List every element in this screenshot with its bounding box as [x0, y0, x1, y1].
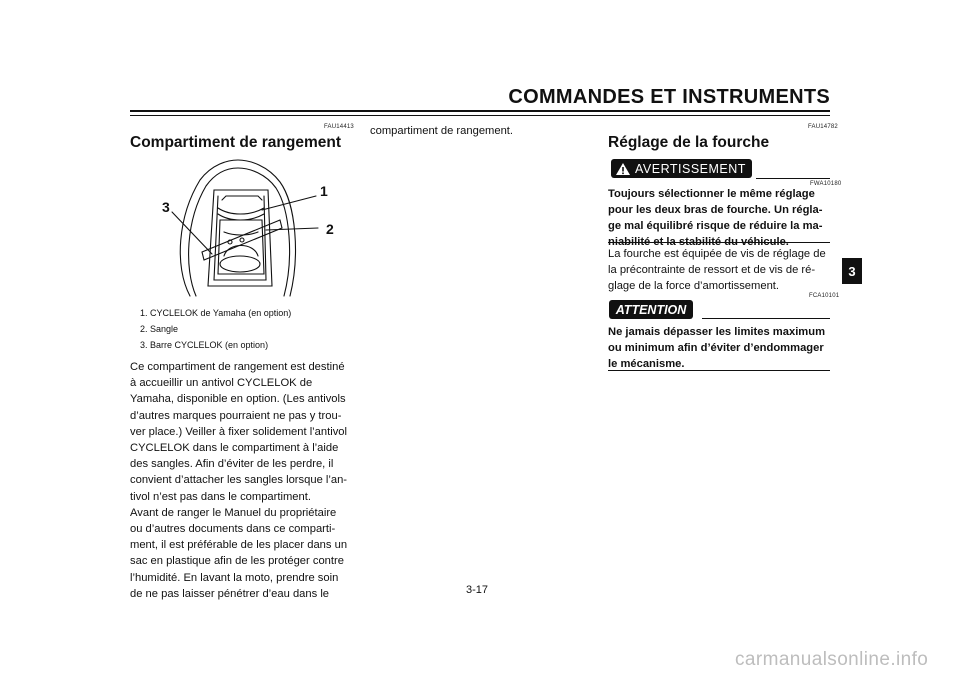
text-line: glage de la force d’amortissement.: [608, 280, 780, 293]
text-line: Ce compartiment de rangement est destiné: [130, 361, 345, 373]
section-title-storage: Compartiment de rangement: [130, 134, 342, 151]
continued-text: compartiment de rangement.: [370, 125, 514, 137]
storage-body-text: [130, 359, 352, 602]
legend-item: 2. Sangle: [140, 324, 179, 334]
text-line: de ne pas laisser pénétrer d’eau dans le: [130, 587, 330, 600]
page-number: 3-17: [466, 584, 489, 596]
text-line: l’humidité. En lavant la moto, prendre soin: [130, 571, 339, 584]
caution-end-rule: [608, 370, 830, 371]
warning-badge-rule: [756, 178, 830, 179]
storage-compartment-figure: [130, 156, 352, 302]
storage-illustration: [130, 156, 352, 302]
text-line: niabilité et la stabilité du véhicule.: [608, 236, 789, 248]
text-line: sac en plastique afin de les protéger contre: [130, 555, 344, 568]
text-line: des sangles. Afin d’éviter de les perdre, il: [130, 458, 334, 471]
fork-body-text: [608, 246, 830, 295]
text-line: d’autres marques pourraient ne pas y trou-: [130, 409, 342, 422]
warning-badge: [611, 159, 752, 178]
text-line: la précontrainte de ressort et de vis de ré-: [608, 264, 816, 277]
watermark: carmanualsonline.info: [735, 649, 929, 670]
text-line: Yamaha, disponible en option. (Les antivols: [130, 393, 346, 406]
warning-code: FWA10180: [810, 181, 842, 187]
text-line: Toujours sélectionner le même réglage: [608, 188, 815, 200]
figure-legend: [140, 305, 352, 353]
text-line: convient d’attacher les sangles lorsque l’an-: [130, 474, 348, 487]
text-line: ou minimum afin d’éviter d’endommager: [608, 342, 824, 354]
chapter-tab: 3: [842, 258, 862, 284]
caution-text: [608, 324, 830, 372]
callout-2: 2: [326, 221, 334, 237]
warning-badge-label: AVERTISSEMENT: [635, 161, 746, 176]
text-line: pour les deux bras de fourche. Un régla-: [608, 204, 823, 216]
callout-3: 3: [162, 199, 170, 215]
text-line: à accueillir un antivol CYCLELOK de: [130, 377, 313, 390]
text-line: tivol n’est pas dans le compartiment.: [130, 490, 311, 503]
warning-end-rule: [608, 242, 830, 243]
legend-item: 3. Barre CYCLELOK (en option): [140, 340, 269, 350]
page-header-title: COMMANDES ET INSTRUMENTS: [508, 86, 830, 108]
text-line: La fourche est équipée de vis de réglage de: [608, 248, 826, 260]
text-line: ge mal équilibré risque de réduire la ma-: [608, 220, 823, 232]
caution-code: FCA10101: [809, 293, 840, 299]
caution-badge-rule: [702, 318, 830, 319]
section-title-fork: Réglage de la fourche: [608, 134, 770, 151]
text-line: CYCLELOK dans le compartiment à l’aide: [130, 442, 339, 455]
text-line: Avant de ranger le Manuel du propriétaire: [130, 506, 337, 519]
text-line: ver place.) Veiller à fixer solidement l’antivol: [130, 425, 348, 438]
text-line: ment, il est préférable de les placer dans un: [130, 539, 348, 552]
section-code: FAU14413: [324, 124, 354, 130]
callout-1: 1: [320, 183, 328, 199]
header-rule-thin: [130, 115, 830, 116]
warning-text: [608, 186, 830, 250]
text-line: ou d’autres documents dans ce comparti-: [130, 523, 336, 536]
text-line: Ne jamais dépasser les limites maximum: [608, 326, 826, 338]
header-rule: [130, 110, 830, 112]
section-code: FAU14782: [808, 124, 838, 130]
warning-triangle-icon: [615, 162, 631, 176]
text-line: le mécanisme.: [608, 358, 685, 370]
caution-badge: ATTENTION: [609, 300, 693, 319]
legend-item: 1. CYCLELOK de Yamaha (en option): [140, 308, 292, 318]
